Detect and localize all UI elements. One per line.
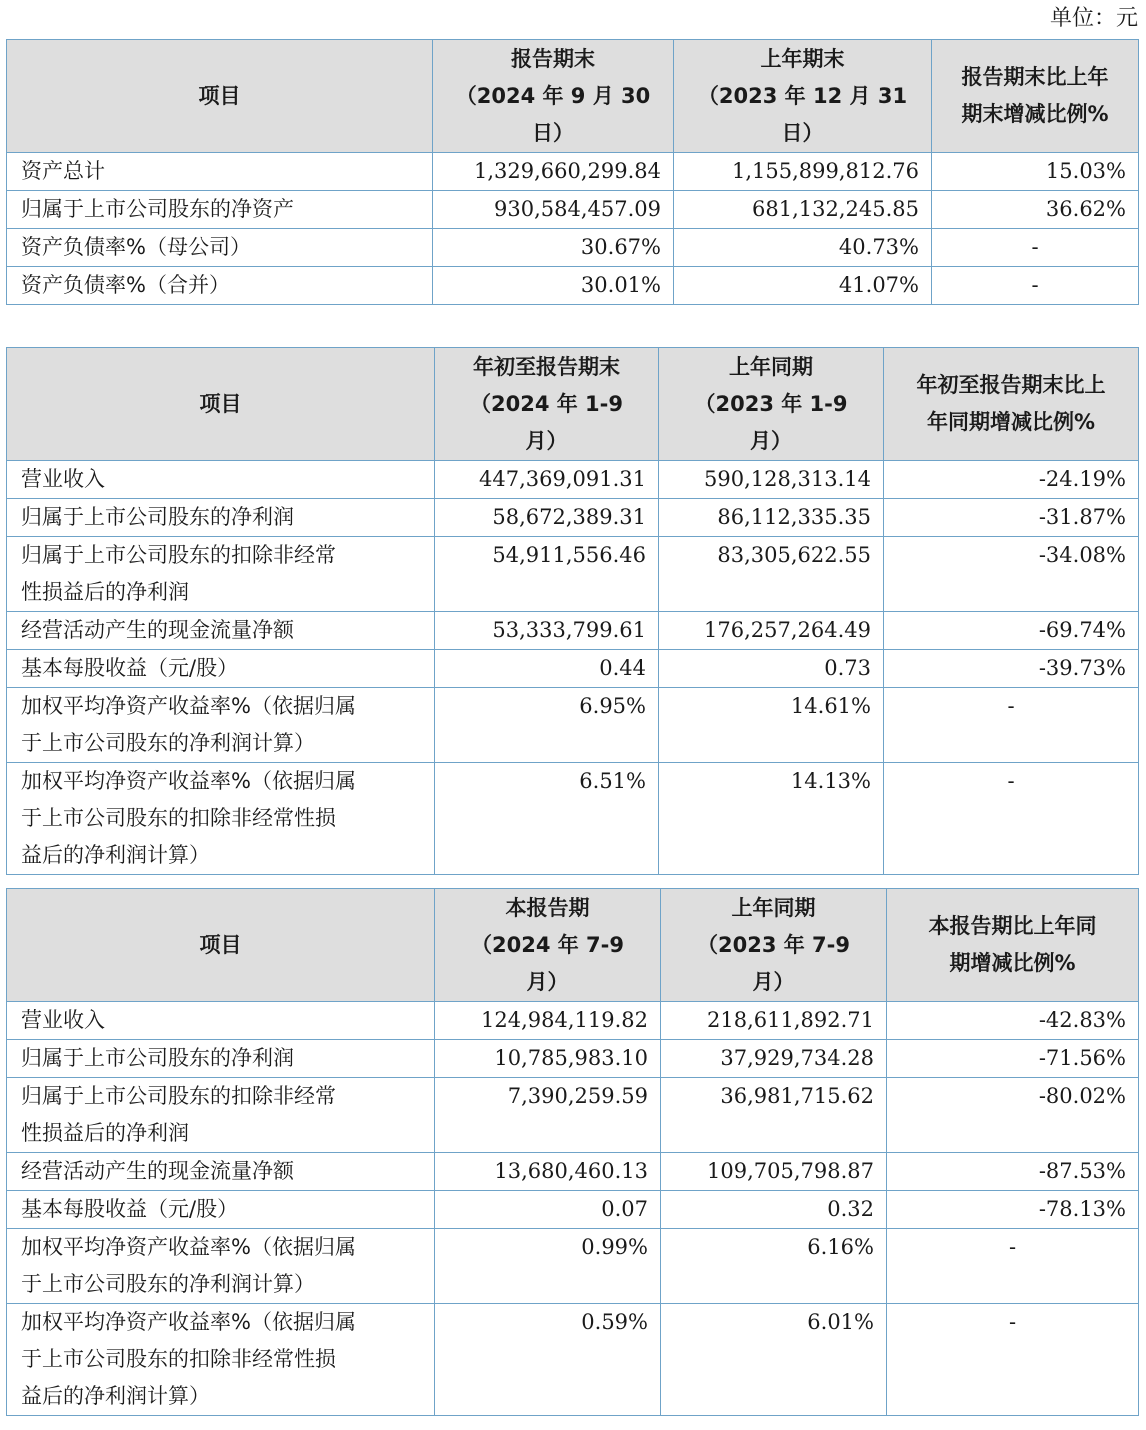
header-line: 日） xyxy=(781,120,824,145)
cell-change: - xyxy=(887,1229,1139,1304)
row-label-line: 益后的净利润计算） xyxy=(21,1384,210,1408)
header-line: 项目 xyxy=(198,83,241,108)
cell-change: -39.73% xyxy=(884,650,1139,688)
row-label-line: 于上市公司股东的净利润计算） xyxy=(21,731,315,755)
column-header xyxy=(433,40,674,153)
table-row xyxy=(7,650,1139,688)
cell-current: 53,333,799.61 xyxy=(435,612,659,650)
cell-previous: 14.61% xyxy=(659,688,884,763)
header-line: 期末增减比例% xyxy=(961,102,1109,126)
column-header xyxy=(884,348,1139,461)
row-label-line: 益后的净利润计算） xyxy=(21,843,210,867)
header-line: （2023 年 12 月 31 xyxy=(697,83,908,108)
cell-current: 0.44 xyxy=(435,650,659,688)
cell-change: - xyxy=(884,763,1139,875)
table-header-row xyxy=(7,889,1139,1002)
column-header xyxy=(932,40,1139,153)
row-label: 归属于上市公司股东的净资产 xyxy=(7,191,433,229)
table-row xyxy=(7,1191,1139,1229)
header-line: 上年期末 xyxy=(760,46,845,71)
table-row xyxy=(7,1153,1139,1191)
header-line: 项目 xyxy=(199,391,242,416)
header-line: （2024 年 1-9 xyxy=(469,391,623,416)
row-label-line: 于上市公司股东的净利润计算） xyxy=(21,1272,315,1296)
column-header xyxy=(661,889,887,1002)
cell-change: - xyxy=(884,688,1139,763)
table-body xyxy=(7,461,1139,875)
row-label-line: 加权平均净资产收益率%（依据归属 xyxy=(21,1310,356,1334)
row-label xyxy=(7,612,435,650)
cell-current: 6.51% xyxy=(435,763,659,875)
table-row xyxy=(7,461,1139,499)
cell-previous: 40.73% xyxy=(674,229,932,267)
cell-change: -24.19% xyxy=(884,461,1139,499)
header-line: 本报告期比上年同 xyxy=(928,914,1097,938)
table-header-row xyxy=(7,40,1139,153)
cell-current: 447,369,091.31 xyxy=(435,461,659,499)
column-header-item xyxy=(7,889,435,1002)
table-row xyxy=(7,537,1139,612)
row-label: 资产负债率%（合并） xyxy=(7,267,433,305)
header-line: 报告期末 xyxy=(511,46,595,71)
column-header xyxy=(435,348,659,461)
table-body xyxy=(7,1002,1139,1416)
header-line: （2023 年 1-9 xyxy=(694,391,848,416)
cell-previous: 176,257,264.49 xyxy=(659,612,884,650)
row-label-line: 营业收入 xyxy=(21,467,105,491)
header-line: （2024 年 7-9 xyxy=(470,932,624,957)
row-label xyxy=(7,650,435,688)
table-row xyxy=(7,612,1139,650)
column-header xyxy=(659,348,884,461)
row-label-line: 归属于上市公司股东的扣除非经常 xyxy=(21,1084,336,1108)
cell-change: -80.02% xyxy=(887,1078,1139,1153)
table-row xyxy=(7,1304,1139,1416)
cell-previous: 83,305,622.55 xyxy=(659,537,884,612)
cell-change: - xyxy=(932,229,1139,267)
header-line: （2023 年 7-9 xyxy=(696,932,850,957)
row-label xyxy=(7,1304,435,1416)
header-line: 日） xyxy=(532,120,574,145)
column-header-item xyxy=(7,40,433,153)
cell-previous: 1,155,899,812.76 xyxy=(674,153,932,191)
quarter-income-table xyxy=(6,888,1139,1416)
row-label xyxy=(7,763,435,875)
cell-current: 54,911,556.46 xyxy=(435,537,659,612)
cell-previous: 6.01% xyxy=(661,1304,887,1416)
cell-current: 930,584,457.09 xyxy=(433,191,674,229)
cell-change: -31.87% xyxy=(884,499,1139,537)
header-line: 报告期末比上年 xyxy=(961,65,1109,89)
row-label-line: 归属于上市公司股东的扣除非经常 xyxy=(21,543,336,567)
cell-change: -42.83% xyxy=(887,1002,1139,1040)
cell-change: -34.08% xyxy=(884,537,1139,612)
row-label xyxy=(7,1153,435,1191)
cell-change: - xyxy=(887,1304,1139,1416)
header-line: 期增减比例% xyxy=(949,951,1076,975)
header-line: 月） xyxy=(750,428,792,453)
table-row xyxy=(7,1229,1139,1304)
column-header xyxy=(435,889,661,1002)
row-label xyxy=(7,1002,435,1040)
cell-current: 30.01% xyxy=(433,267,674,305)
row-label-line: 加权平均净资产收益率%（依据归属 xyxy=(21,769,356,793)
table-row xyxy=(7,688,1139,763)
row-label-line: 归属于上市公司股东的净利润 xyxy=(21,505,294,529)
table-row xyxy=(7,763,1139,875)
row-label xyxy=(7,499,435,537)
header-line: 本报告期 xyxy=(505,895,590,920)
header-line: 年初至报告期末 xyxy=(473,354,620,379)
table-row xyxy=(7,499,1139,537)
header-line: 年同期增减比例% xyxy=(926,410,1096,434)
cell-previous: 109,705,798.87 xyxy=(661,1153,887,1191)
row-label xyxy=(7,1040,435,1078)
row-label xyxy=(7,461,435,499)
header-line: （2024 年 9 月 30 xyxy=(455,83,651,108)
cell-change: -71.56% xyxy=(887,1040,1139,1078)
table-row xyxy=(7,229,1139,267)
table-header-row xyxy=(7,348,1139,461)
row-label-line: 加权平均净资产收益率%（依据归属 xyxy=(21,1235,356,1259)
cell-current: 1,329,660,299.84 xyxy=(433,153,674,191)
header-line: 月） xyxy=(752,969,795,994)
column-header xyxy=(674,40,932,153)
header-line: 月） xyxy=(526,969,569,994)
row-label-line: 经营活动产生的现金流量净额 xyxy=(21,1159,294,1183)
header-line: 年初至报告期末比上 xyxy=(916,373,1106,397)
row-label-line: 基本每股收益（元/股） xyxy=(21,656,239,680)
row-label: 资产负债率%（母公司） xyxy=(7,229,433,267)
cell-change: 15.03% xyxy=(932,153,1139,191)
ytd-income-table xyxy=(6,347,1139,875)
table-body xyxy=(7,153,1139,305)
table-row xyxy=(7,191,1139,229)
cell-change: 36.62% xyxy=(932,191,1139,229)
cell-previous: 14.13% xyxy=(659,763,884,875)
row-label-line: 营业收入 xyxy=(21,1008,105,1032)
row-label-line: 于上市公司股东的扣除非经常性损 xyxy=(21,1347,336,1371)
cell-current: 10,785,983.10 xyxy=(435,1040,661,1078)
row-label-line: 加权平均净资产收益率%（依据归属 xyxy=(21,694,356,718)
cell-previous: 0.32 xyxy=(661,1191,887,1229)
cell-change: -69.74% xyxy=(884,612,1139,650)
cell-current: 58,672,389.31 xyxy=(435,499,659,537)
table-row xyxy=(7,153,1139,191)
row-label xyxy=(7,1229,435,1304)
cell-current: 0.07 xyxy=(435,1191,661,1229)
table-row xyxy=(7,1078,1139,1153)
cell-current: 13,680,460.13 xyxy=(435,1153,661,1191)
row-label xyxy=(7,688,435,763)
table-row xyxy=(7,1040,1139,1078)
header-line: 项目 xyxy=(199,932,242,957)
cell-previous: 218,611,892.71 xyxy=(661,1002,887,1040)
header-line: 上年同期 xyxy=(729,354,813,379)
cell-current: 124,984,119.82 xyxy=(435,1002,661,1040)
table-row xyxy=(7,1002,1139,1040)
cell-current: 7,390,259.59 xyxy=(435,1078,661,1153)
row-label-line: 基本每股收益（元/股） xyxy=(21,1197,239,1221)
row-label-line: 归属于上市公司股东的净利润 xyxy=(21,1046,294,1070)
row-label xyxy=(7,1191,435,1229)
cell-previous: 37,929,734.28 xyxy=(661,1040,887,1078)
unit-label: 单位：元 xyxy=(1049,6,1138,31)
balance-sheet-table xyxy=(6,39,1139,305)
header-line: 上年同期 xyxy=(731,895,816,920)
cell-previous: 6.16% xyxy=(661,1229,887,1304)
row-label-line: 性损益后的净利润 xyxy=(21,580,189,604)
cell-current: 0.59% xyxy=(435,1304,661,1416)
header-line: 月） xyxy=(525,428,568,453)
row-label-line: 经营活动产生的现金流量净额 xyxy=(21,618,294,642)
cell-current: 0.99% xyxy=(435,1229,661,1304)
cell-previous: 41.07% xyxy=(674,267,932,305)
row-label xyxy=(7,537,435,612)
table-row xyxy=(7,267,1139,305)
cell-change: - xyxy=(932,267,1139,305)
row-label xyxy=(7,1078,435,1153)
row-label-line: 于上市公司股东的扣除非经常性损 xyxy=(21,806,336,830)
cell-current: 6.95% xyxy=(435,688,659,763)
column-header xyxy=(887,889,1139,1002)
row-label: 资产总计 xyxy=(7,153,433,191)
cell-current: 30.67% xyxy=(433,229,674,267)
cell-previous: 36,981,715.62 xyxy=(661,1078,887,1153)
cell-previous: 86,112,335.35 xyxy=(659,499,884,537)
cell-previous: 0.73 xyxy=(659,650,884,688)
cell-previous: 590,128,313.14 xyxy=(659,461,884,499)
cell-previous: 681,132,245.85 xyxy=(674,191,932,229)
cell-change: -78.13% xyxy=(887,1191,1139,1229)
row-label-line: 性损益后的净利润 xyxy=(21,1121,189,1145)
cell-change: -87.53% xyxy=(887,1153,1139,1191)
column-header-item xyxy=(7,348,435,461)
